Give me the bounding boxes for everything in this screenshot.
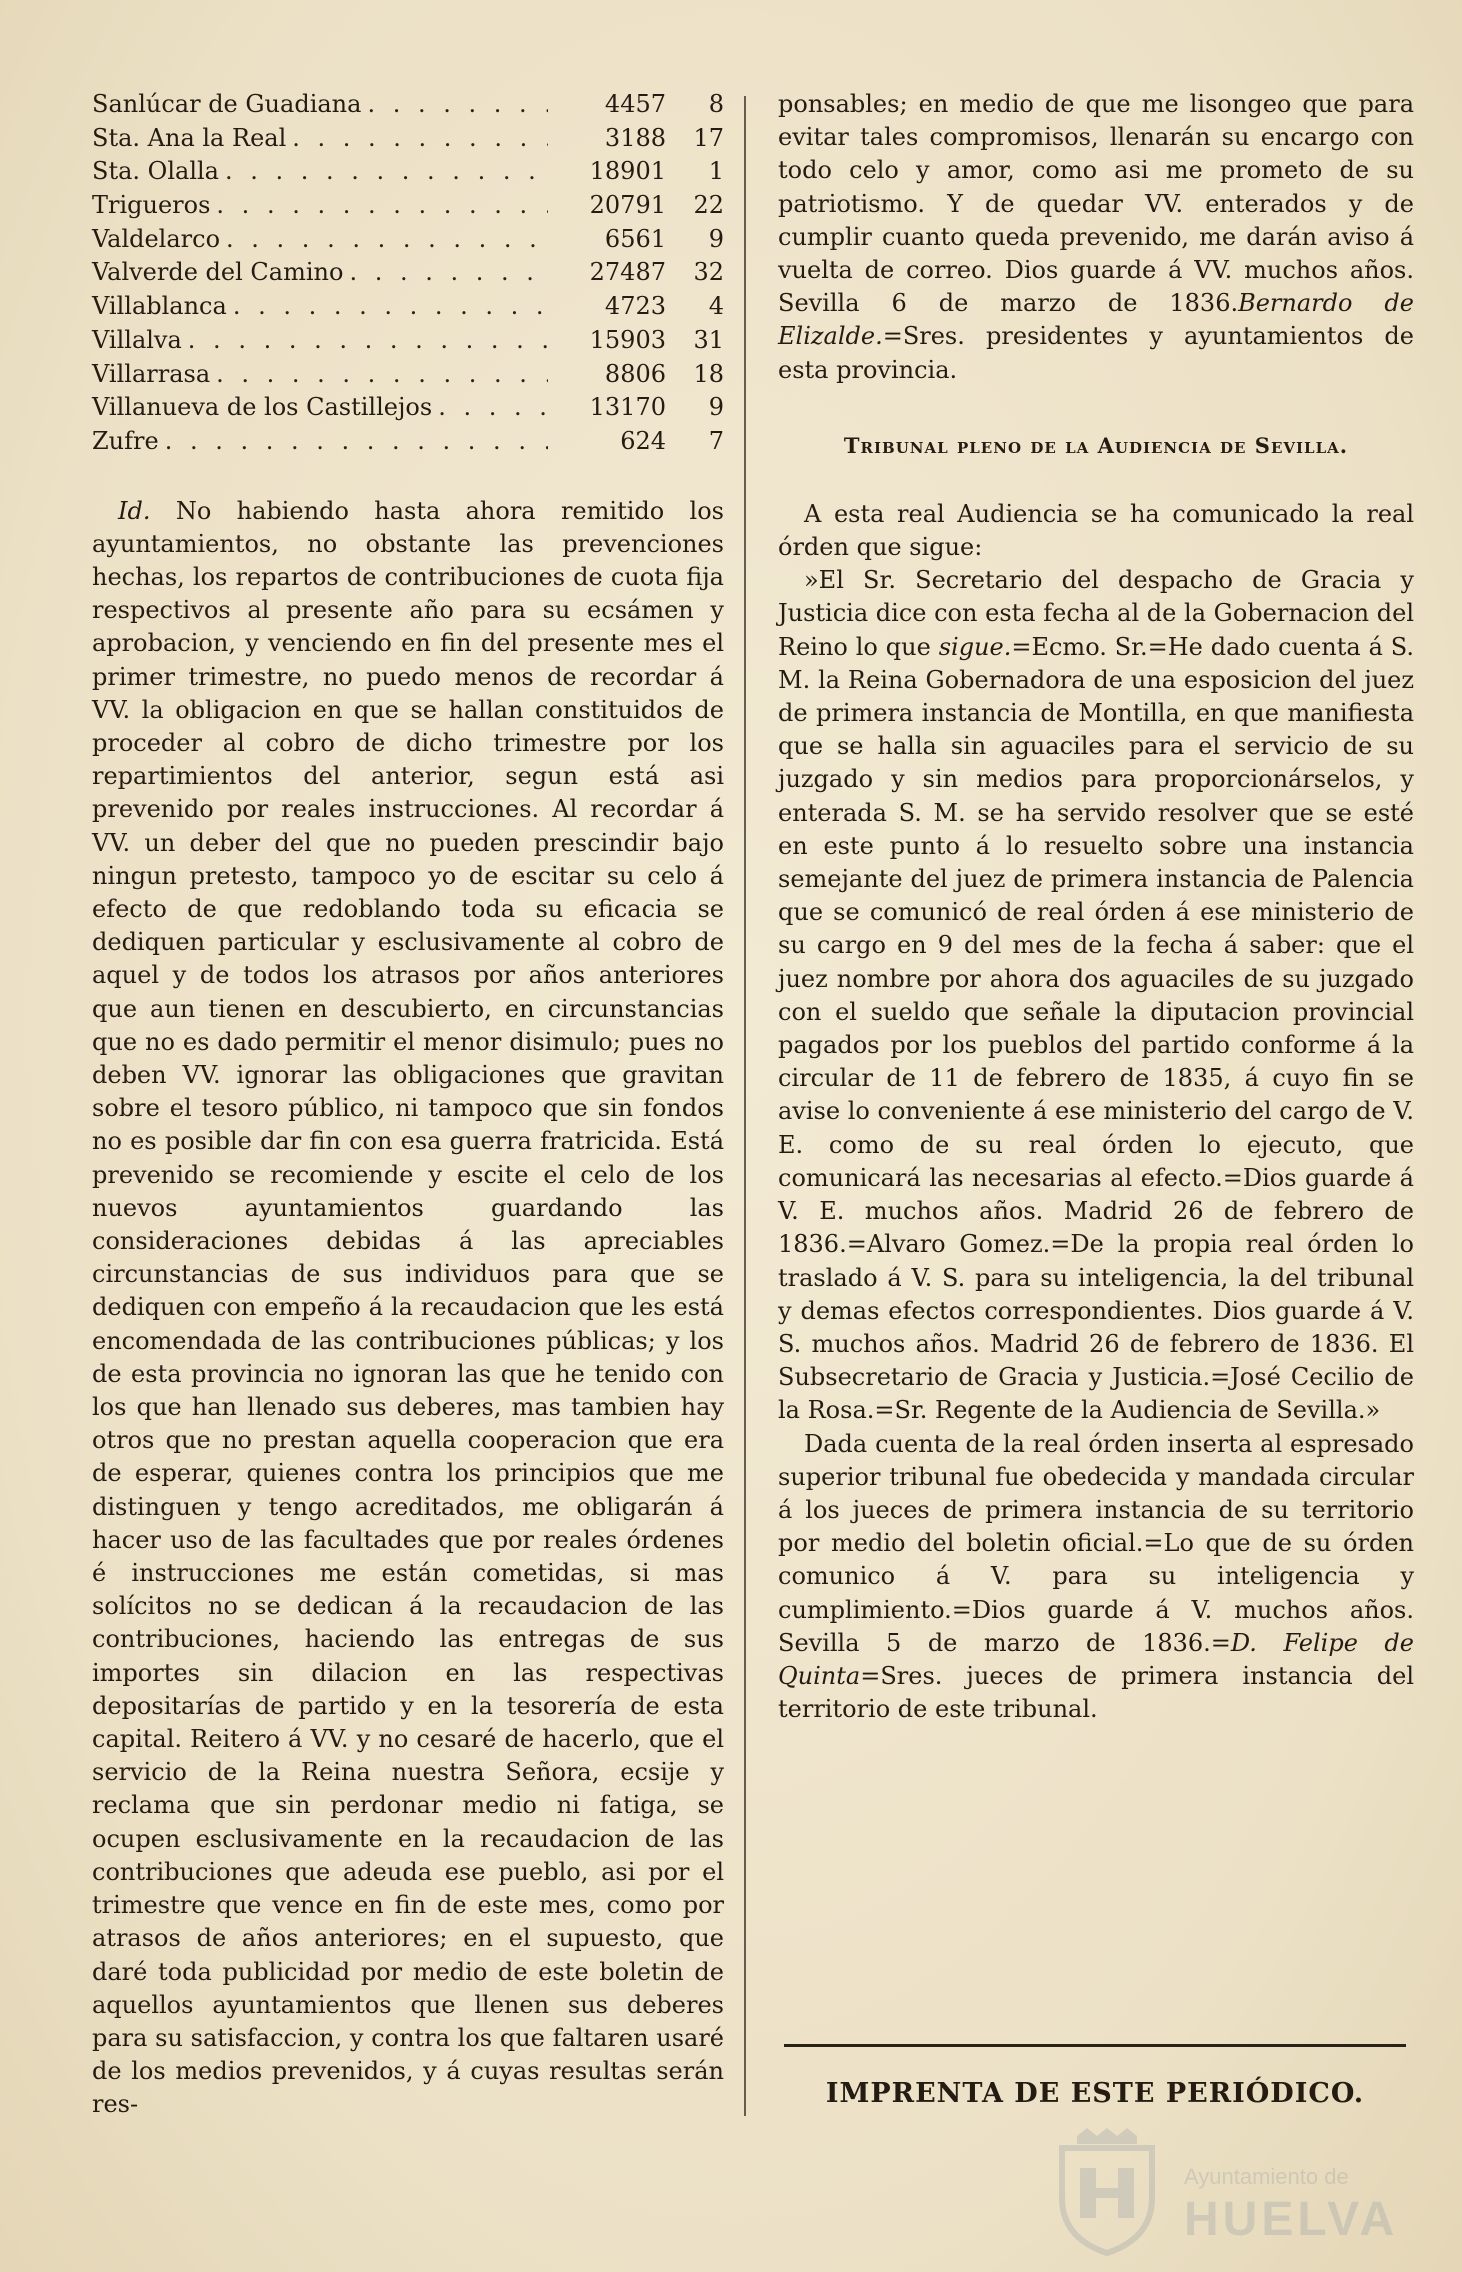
para2-rest: =Ecmo. Sr.=He dado cuenta á S. M. la Reina Gobernadora de una esposicion del juez de primera instancia de Montilla, en que manifiesta que se halla sin aguaciles para el servicio de su juzgado y sin medios para proporcionárselos, y enterada S. M. se ha servido resolver que se esté en este punto á lo resuelto sobre una instancia semejante del juez de primera instancia de Palencia que se comunicó de real órden á ese ministerio de su cargo en 9 del mes de la fecha á saber: que el juez nombre por ahora dos aguaciles de su juzgado con el sueldo que señale la diputacion provincial pagados por los pueblos del partido conforme á la circular de 11 de febrero de 1835, á cuyo fin se avise lo conveniente á ese ministerio del cargo de V. E. como de su real órden lo ejecuto, que comunicará las necesarias al efecto.=Dios guarde á V. E. muchos años. Madrid 26 de febrero de 1836.=Alvaro Gomez.=De la propia real órden lo traslado á V. S. para su inteligencia, la del tribunal y demas efectos correspondientes. Dios guarde á V. S. muchos años. Madrid 26 de febrero de 1836. El Subsecretario de Gracia y Justicia.=José Cecilio de la Rosa.=Sr. Regente de la Audiencia de Sevilla.» bbox=[778, 632, 1414, 1425]
town-name: Sta. Olalla bbox=[92, 157, 219, 186]
town-count: 9 bbox=[708, 393, 724, 422]
town-value: 6561 bbox=[604, 224, 666, 253]
town-count: 18 bbox=[693, 359, 724, 388]
closing-quinta: =Sres. jueces de primera instancia del territorio de este tribunal. bbox=[778, 1661, 1414, 1724]
right-column bbox=[778, 88, 1414, 1726]
audiencia-para1: A esta real Audiencia se ha comunicado la real órden que sigue: bbox=[778, 499, 1414, 562]
section-heading: Tribunal pleno de la Audiencia de Sevilla. bbox=[843, 432, 1349, 458]
town-value: 20791 bbox=[589, 191, 666, 220]
right-continuation bbox=[778, 88, 1414, 387]
para3-text: Dada cuenta de la real órden inserta al espresado superior tribunal fue obedecida y mandada circular á los jueces de primera instancia de su territorio por medio del boletin oficial.=Lo que de su órden comunico á V. para su inteligencia y cumplimiento.=Dios guarde á V. muchos años. Sevilla 5 de marzo de 1836.= bbox=[778, 1429, 1414, 1657]
town-row bbox=[92, 358, 724, 392]
town-row bbox=[92, 122, 724, 156]
town-value: 624 bbox=[620, 426, 666, 455]
town-count: 7 bbox=[708, 426, 724, 455]
town-row bbox=[92, 88, 724, 122]
town-name: Zufre bbox=[92, 426, 159, 455]
town-count: 1 bbox=[708, 157, 724, 186]
town-row bbox=[92, 189, 724, 223]
town-row bbox=[92, 223, 724, 257]
leader-dots bbox=[216, 189, 548, 223]
left-article bbox=[92, 495, 724, 2122]
town-row bbox=[92, 290, 724, 324]
continuation-text: ponsables; en medio de que me lisongeo que para evitar tales compromisos, llenarán su encargo con todo celo y amor, como asi me prometo de su patriotismo. Y de quedar VV. enterados y de cumplir cuanto queda prevenido, me darán aviso á vuelta de correo. Dios guarde á VV. muchos años. Sevilla 6 de marzo de 1836. bbox=[778, 90, 1414, 318]
leader-dots bbox=[165, 425, 548, 459]
town-row bbox=[92, 391, 724, 425]
town-name: Valverde del Camino bbox=[92, 258, 344, 287]
town-count: 9 bbox=[708, 224, 724, 253]
town-count: 32 bbox=[693, 258, 724, 287]
watermark-line2: HUELVA bbox=[1184, 2193, 1399, 2246]
leader-dots bbox=[438, 391, 548, 425]
id-label: Id. bbox=[118, 496, 151, 525]
town-value: 4457 bbox=[604, 90, 666, 118]
closing-elizalde: =Sres. presidentes y ayuntamientos de esta provincia. bbox=[778, 322, 1414, 384]
town-count: 4 bbox=[708, 292, 724, 321]
town-row bbox=[92, 324, 724, 358]
imprint-footer: IMPRENTA DE ESTE PERIÓDICO. bbox=[825, 2078, 1365, 2109]
town-row bbox=[92, 155, 724, 189]
leader-dots bbox=[226, 223, 548, 257]
town-row bbox=[92, 425, 724, 459]
column-divider bbox=[744, 96, 746, 2116]
towns-table bbox=[92, 88, 724, 459]
leader-dots bbox=[225, 155, 548, 189]
imprint-rule bbox=[784, 2044, 1406, 2047]
town-name: Villalva bbox=[92, 325, 182, 354]
leader-dots bbox=[349, 256, 548, 290]
para2-start: »El Sr. Secretario del despacho de Gracia y Justicia dice con esta fecha al de la Gobernacion del Reino lo que bbox=[778, 566, 1414, 661]
para2-sigue: sigue. bbox=[938, 632, 1012, 661]
town-value: 27487 bbox=[589, 258, 666, 287]
town-name: Villarrasa bbox=[92, 359, 211, 388]
town-name: Trigueros bbox=[92, 191, 211, 220]
huelva-coat-of-arms-icon bbox=[1052, 2128, 1162, 2258]
town-value: 15903 bbox=[589, 325, 666, 354]
audiencia-para3 bbox=[778, 1428, 1414, 1727]
town-name: Valdelarco bbox=[92, 224, 221, 253]
town-name: Sta. Ana la Real bbox=[92, 123, 287, 152]
town-row bbox=[92, 256, 724, 290]
town-name: Villablanca bbox=[92, 292, 227, 321]
watermark-line1: Ayuntamiento de bbox=[1184, 2164, 1349, 2189]
leader-dots bbox=[367, 88, 548, 122]
town-name: Villanueva de los Castillejos bbox=[92, 393, 433, 422]
leader-dots bbox=[216, 358, 548, 392]
town-name: Sanlúcar de Guadiana bbox=[92, 90, 362, 118]
town-value: 8806 bbox=[604, 359, 666, 388]
town-value: 13170 bbox=[589, 393, 666, 422]
town-value: 18901 bbox=[589, 157, 666, 186]
town-count: 8 bbox=[708, 90, 724, 118]
town-count: 22 bbox=[693, 191, 724, 220]
leader-dots bbox=[292, 122, 548, 156]
leader-dots bbox=[233, 290, 548, 324]
left-column bbox=[92, 88, 724, 2122]
archive-watermark bbox=[1052, 2118, 1412, 2258]
signature-elizalde: Bernardo de Elizalde. bbox=[778, 289, 1414, 351]
audiencia-para2 bbox=[778, 564, 1414, 1427]
town-value: 4723 bbox=[604, 292, 666, 321]
left-article-body: No habiendo hasta ahora remitido los ayuntamientos, no obstante las prevenciones hechas, los repartos de contribuciones de cuota fija respectivos al presente año para su ecsámen y aprobacion, y venciendo en fin del presente mes el primer trimestre, no puedo menos de recordar á VV. la obligacion en que se hallan constituidos de proceder al cobro de dicho trimestre por los repartimientos del anterior, segun está asi prevenido por reales instrucciones. Al recordar á VV. un deber del que no pueden prescindir bajo ningun pretesto, tampoco yo de escitar su celo á efecto de que redoblando toda su eficacia se dediquen particular y esclusivamente al cobro de aquel y de todos los atrasos por años anteriores que aun tienen en descubierto, en circunstancias que no es dado permitir el menor disimulo; pues no deben VV. ignorar las obligaciones que gravitan sobre el tesoro público, ni tampoco que sin fondos no es posible dar fin con esa guerra fratricida. Está prevenido se recomiende y escite el celo de los nuevos ayuntamientos guardando las consideraciones debidas á las apreciables circunstancias de sus individuos para que se dediquen con empeño á la recaudacion que les está encomendada de las contribuciones públicas; y los de esta provincia no ignoran las que he tenido con los que han llenado sus deberes, mas tambien hay otros que no prestan aquella cooperacion que era de esperar, quienes contra los principios que me distinguen y tengo acreditados, me obligarán á hacer uso de las facultades que por reales órdenes é instrucciones me están cometidas, si mas solícitos no se dedican á la recaudacion de las contribuciones, haciendo las entregas de sus importes sin dilacion en las respectivas depositarías de partido y en la tesorería de esta capital. Reitero á VV. y no cesaré de hacerlo, que el servicio de la Reina nuestra Señora, ecsije y reclama que sin perdonar medio ni fatiga, se ocupen esclusivamente en la recaudacion de las contribuciones que adeuda ese pueblo, asi por el trimestre que vence en fin de este mes, como por atrasos de años anteriores; en el supuesto, que daré toda publicidad por medio de este boletin de aquellos ayuntamientos que llenen sus deberes para su satisfaccion, y contra los que faltaren usaré de los medios prevenidos, y á cuyas resultas serán res- bbox=[92, 496, 724, 2119]
town-count: 31 bbox=[693, 325, 724, 354]
leader-dots bbox=[188, 324, 548, 358]
town-count: 17 bbox=[693, 123, 724, 152]
town-value: 3188 bbox=[604, 123, 666, 152]
signature-quinta: D. Felipe de Quinta bbox=[778, 1628, 1414, 1690]
